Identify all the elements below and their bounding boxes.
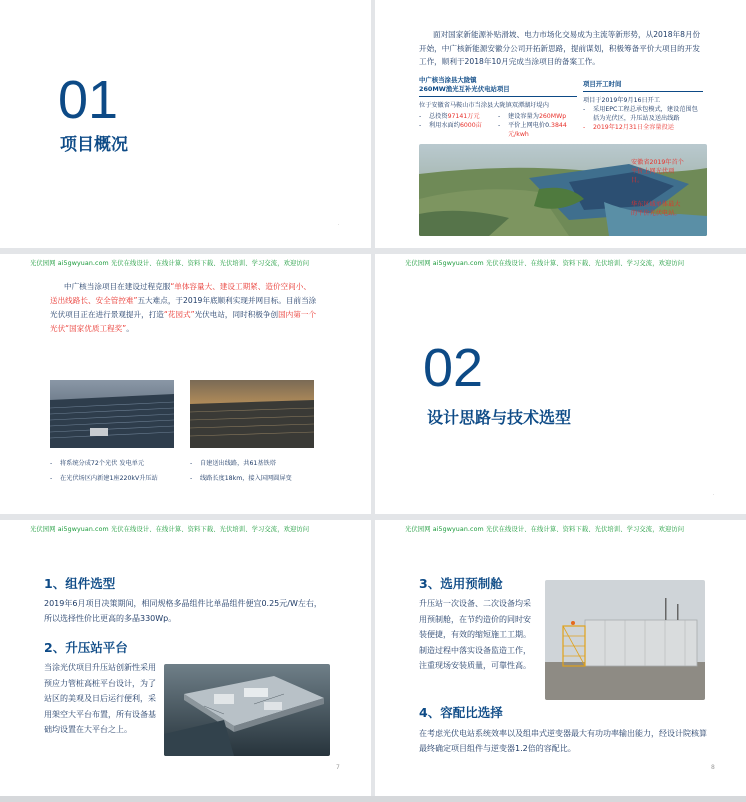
site-header: 光伏园网 ai5gwyuan.com 光伏在线设计、在线计算、资料下载、光伏培训、学习交流，欢迎访问 <box>30 260 310 267</box>
construction-paragraph: 中广核当涂项目在建设过程克服“单体容量大、建设工期紧、造价空间小、送出线路长、安全管控难”五大难点，于2019年底顺利实现并网目标。目前当涂光伏项目正在进行景观提升，打造“花园式”光伏电站，同时积极争创国内第一个光伏“国家优质工程奖”。 <box>50 282 317 333</box>
grid-item: - 2019年12月31日全容量投运 <box>583 123 703 132</box>
site-header: 光伏园网 ai5gwyuan.com 光伏在线设计、在线计算、资料下载、光伏培训、学习交流，欢迎访问 <box>30 526 310 533</box>
bullet-units: - 将系统分成72个光伏 发电单元 <box>50 456 174 471</box>
photo-note-2: 华东区域单体最大的平价光伏电站。 <box>631 201 681 217</box>
water-item: - 利用水面约6000亩 <box>419 121 498 130</box>
bullet-line-length: - 线路长度18km，接入国网圆屏变 <box>190 471 320 486</box>
solar-field-photo-dawn <box>50 380 174 448</box>
aerial-site-photo <box>419 144 707 236</box>
slide-1 <box>0 0 371 248</box>
bullet-towers: - 自建送出线路，共61基铁塔 <box>190 456 320 471</box>
price-item: - 平价上网电价0.3844元/kwh <box>498 121 577 139</box>
bullet-substation: - 在光伏场区内新建1座220kV升压站 <box>50 471 174 486</box>
heading-divider <box>419 96 577 97</box>
project-heading-1: 中广核当涂县大陇镇 <box>419 76 477 84</box>
start-divider <box>583 91 703 92</box>
heading-component-selection: 1、组件选型 <box>44 576 116 591</box>
platform-paragraph: 当涂光伏项目升压站创新性采用预应力管桩高桩平台设计，为了站区的美观及日后运行便利，采用架空大平台布置，所有设备基础均设置在大平台之上。 <box>44 663 156 734</box>
slide-2 <box>375 0 746 248</box>
site-header: 光伏园网 ai5gwyuan.com 光伏在线设计、在线计算、资料下载、光伏培训、学习交流，欢迎访问 <box>405 526 685 533</box>
solar-field-photo-sunset <box>190 380 314 448</box>
heading-prefab-cabin: 3、选用预制舱 <box>419 576 503 591</box>
site-header: 光伏园网 ai5gwyuan.com 光伏在线设计、在线计算、资料下载、光伏培训、学习交流，欢迎访问 <box>405 260 685 267</box>
intro-paragraph: 面对国家新能源补贴滑坡、电力市场化交易成为主流等新形势，从2018年8月份开始，中广核新能源安徽分公司开拓新思路，提前谋划，积极筹备平价大项目的开发工作，顺利于2018年10月完成当涂项目的备案工作。 <box>419 30 701 66</box>
prefab-paragraph: 升压站一次设备、二次设备均采用预制舱，在节约造价的同时安装便捷，有效的缩短施工工期。制造过程中落实设备监造工作，注重现场安装质量，可靠性高。 <box>419 599 531 670</box>
start-date: 项目于2019年9月16日开工 <box>583 97 661 104</box>
component-paragraph: 2019年6月项目决策期间，相同规格多晶组件比单晶组件便宜0.25元/W左右，所以选择性价比更高的多晶330Wp。 <box>44 599 322 623</box>
left-bullets <box>50 456 174 486</box>
slide-corner-mark: · <box>713 492 715 497</box>
page-number: 8 <box>711 764 715 771</box>
slide-5 <box>0 520 371 796</box>
invest-item: - 总投资97141万元 <box>419 112 498 121</box>
page-number: 7 <box>336 764 340 771</box>
photo-note-1: 安徽省2019年首个平价上网光伏项目。 <box>631 159 684 184</box>
section-number: 02 <box>423 338 484 398</box>
project-location: 位于安徽省马鞍山市当涂县大陇镇双潭湖圩堤内 <box>419 102 549 109</box>
heading-capacity-ratio: 4、容配比选择 <box>419 705 503 720</box>
section-number: 01 <box>58 70 119 130</box>
next-row-edge <box>0 796 746 802</box>
start-heading: 项目开工时间 <box>583 80 622 88</box>
section-title: 设计思路与技术选型 <box>427 408 572 427</box>
capacity-item: - 建设容量为260MWp <box>498 112 577 121</box>
slide-3 <box>0 254 371 514</box>
epc-item: - 采用EPC工程总承包模式，建设范围包括为光伏区，升压站及送出线路 <box>583 105 703 123</box>
right-bullets <box>190 456 320 486</box>
capacity-ratio-paragraph: 在考虑光伏电站系统效率以及组串式逆变器最大有功功率输出能力，经设计院核算最终确定项目组件与逆变器1.2倍的容配比。 <box>419 729 707 753</box>
heading-substation-platform: 2、升压站平台 <box>44 640 128 655</box>
project-info <box>419 76 577 139</box>
slide-4 <box>375 254 746 514</box>
start-info <box>583 80 703 132</box>
project-heading-2: 260MW渔光互补光伏电站项目 <box>419 85 510 93</box>
slide-6 <box>375 520 746 796</box>
section-title: 项目概况 <box>60 135 128 155</box>
substation-render-image <box>164 664 330 756</box>
prefab-cabin-photo <box>545 580 705 700</box>
slide-corner-mark: · <box>338 222 340 227</box>
